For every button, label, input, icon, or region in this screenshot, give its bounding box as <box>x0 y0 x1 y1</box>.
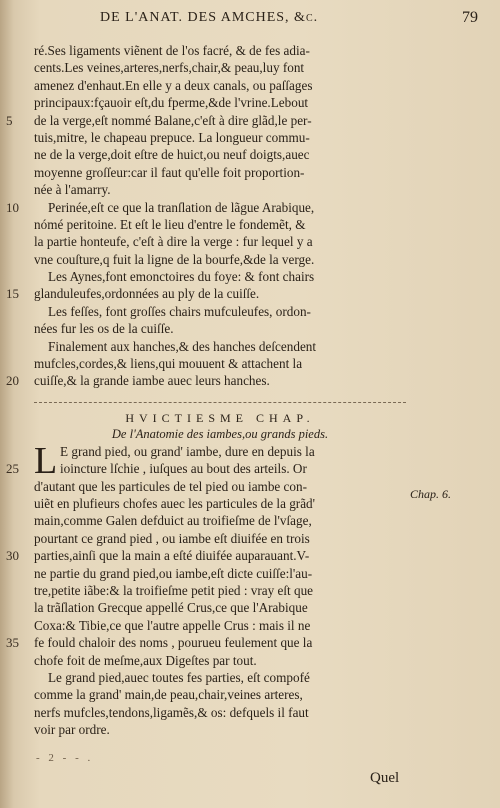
text-line <box>34 320 406 337</box>
text-line <box>34 652 406 669</box>
line-text: Le grand pied,auec toutes fes parties, eſt compofé <box>48 669 310 685</box>
text-line <box>34 164 406 181</box>
line-text: Finalement aux hanches,& des hanches deſcendent <box>48 338 317 354</box>
line-text: E grand pied, ou grand' iambe, dure en depuis la <box>60 443 315 459</box>
line-text: ne de la verge,doit eſtre de huict,ou neuf doigts,auec <box>34 147 310 163</box>
line-text: Perinée,eſt ce que la tranſlation de lãgue Arabique, <box>48 199 315 215</box>
section-top <box>6 42 406 390</box>
section-last-paragraph <box>34 669 406 739</box>
text-line <box>34 443 406 460</box>
line-text: mufcles,cordes,& liens,qui mouuent & attachent la <box>34 356 303 372</box>
text-line <box>34 530 406 547</box>
chapter-title: HVICTIESME CHAP. <box>125 410 315 425</box>
text-line <box>34 268 406 285</box>
line-text: nómé peritoine. Et eſt le lieu d'entre le fondemẽt, & <box>34 216 306 232</box>
line-text: ne partie du grand pied,ou iambe,eſt dicte cuiſſe:l'au- <box>34 565 313 581</box>
line-text: née à l'amarry. <box>34 182 111 198</box>
line-text: Les feſſes, font groſſes chairs mufculeufes, ordon- <box>48 303 311 319</box>
line-text: cuiſſe,& la grande iambe auec leurs hanches. <box>34 373 270 389</box>
line-text: moyenne groſſeur:car il faut qu'elle foit proportion- <box>34 164 305 180</box>
text-line <box>34 721 406 738</box>
text-line <box>6 112 406 129</box>
text-line <box>34 582 406 599</box>
line-text: pourtant ce grand pied , ou iambe eſt diuifée en trois <box>34 530 310 546</box>
text-line <box>34 338 406 355</box>
line-text: comme la grand' main,de peau,chair,veines arteres, <box>34 687 303 703</box>
section-chapter-body <box>6 439 406 669</box>
text-line <box>34 686 406 703</box>
line-text: la partie honteufe, c'eſt à dire la verge : fur lequel y a <box>34 234 313 250</box>
text-line <box>6 547 406 564</box>
text-line <box>34 478 406 495</box>
text-line <box>34 77 406 94</box>
text-line <box>34 303 406 320</box>
line-text: vne couſture,q fuit la ligne de la bourfe,&de la verge. <box>34 251 315 267</box>
line-number: 10 <box>6 199 19 215</box>
text-line <box>34 129 406 146</box>
page-header <box>0 6 500 32</box>
section-divider <box>34 402 406 404</box>
text-line <box>34 251 406 268</box>
text-line <box>34 512 406 529</box>
line-text: d'autant que les particules de tel pied ou iambe con- <box>34 478 307 494</box>
drop-cap: L <box>34 439 58 482</box>
text-line <box>6 372 406 389</box>
text-line <box>34 216 406 233</box>
catchword: Quel <box>370 770 400 786</box>
text-line <box>34 146 406 163</box>
text-line <box>34 669 406 686</box>
line-text: cents.Les veines,arteres,nerfs,chair,& peau,luy font <box>34 60 305 76</box>
text-line <box>34 59 406 76</box>
page-number: 79 <box>462 9 478 26</box>
line-text: ré.Ses ligaments viẽnent de l'os facré, & de fes adia- <box>34 43 310 58</box>
line-text: amenez d'enhaut.En elle y a deux canals, ou paſſages <box>34 77 313 93</box>
line-text: ioincture lſchie , iuſques au bout des arteils. Or <box>60 461 307 477</box>
line-text: nées fur les os de la cuiſſe. <box>34 321 174 337</box>
line-number: 5 <box>6 112 13 128</box>
line-text: de la verge,eſt nommé Balane,c'eſt à dire glãd,le per- <box>34 112 312 128</box>
line-text: la trãſlation Grecque appellé Crus,ce que l'Arabique <box>34 600 308 616</box>
line-number: 30 <box>6 548 19 564</box>
text-line <box>6 634 406 651</box>
text-line <box>6 460 406 477</box>
line-text: tuis,mitre, le chapeau prepuce. La longueur commu- <box>34 129 310 145</box>
margin-note: Chap. 6. <box>410 487 452 501</box>
line-text: principaux:fçauoir eſt,du fperme,&de l'vrine.Lebout <box>34 95 309 111</box>
line-text: tre,petite iãbe:& la troifieſme petit pied : vray eſt que <box>34 582 314 598</box>
text-line <box>34 233 406 250</box>
text-block <box>6 42 406 738</box>
line-number: 25 <box>6 461 19 477</box>
text-line <box>34 495 406 512</box>
text-line <box>34 704 406 721</box>
ornament-flourish: - 2 - - . <box>36 752 94 764</box>
line-number: 20 <box>6 373 19 389</box>
text-line <box>34 599 406 616</box>
line-text: Coxa:& Tibie,ce que l'autre appelle Crus : mais il ne <box>34 617 311 633</box>
chapter-subtitle: De l'Anatomie des iambes,ou grands pieds. <box>111 426 329 441</box>
line-number: 15 <box>6 286 19 302</box>
text-line <box>34 617 406 634</box>
text-line <box>34 565 406 582</box>
text-line <box>34 94 406 111</box>
line-text: chofe foit de meſme,aux Digeſtes par tout. <box>34 652 257 668</box>
text-line <box>6 285 406 302</box>
line-text: parties,ainſi que la main a eſté diuifée auparauant.V- <box>34 548 310 564</box>
line-text: glanduleufes,ordonnées au ply de la cuiſſe. <box>34 286 260 302</box>
line-text: voir par ordre. <box>34 722 110 738</box>
line-text: fe fould chaloir des noms , pourueu feulement que la <box>34 635 313 651</box>
running-head: DE L'ANAT. DES AMCHES, &c. <box>100 10 319 25</box>
text-line <box>34 181 406 198</box>
line-text: nerfs mufcles,tendons,ligamẽs,& os: defquels il faut <box>34 704 309 720</box>
line-text: uiẽt en plufieurs chofes auec les particules de la grãd' <box>34 495 316 511</box>
text-line <box>6 199 406 216</box>
line-number: 35 <box>6 635 19 651</box>
text-line <box>34 42 406 59</box>
line-text: main,comme Galen defduict au troifieſme de l'vſage, <box>34 513 312 529</box>
text-line <box>34 355 406 372</box>
line-text: Les Aynes,font emonctoires du foye: & font chairs <box>48 269 315 285</box>
